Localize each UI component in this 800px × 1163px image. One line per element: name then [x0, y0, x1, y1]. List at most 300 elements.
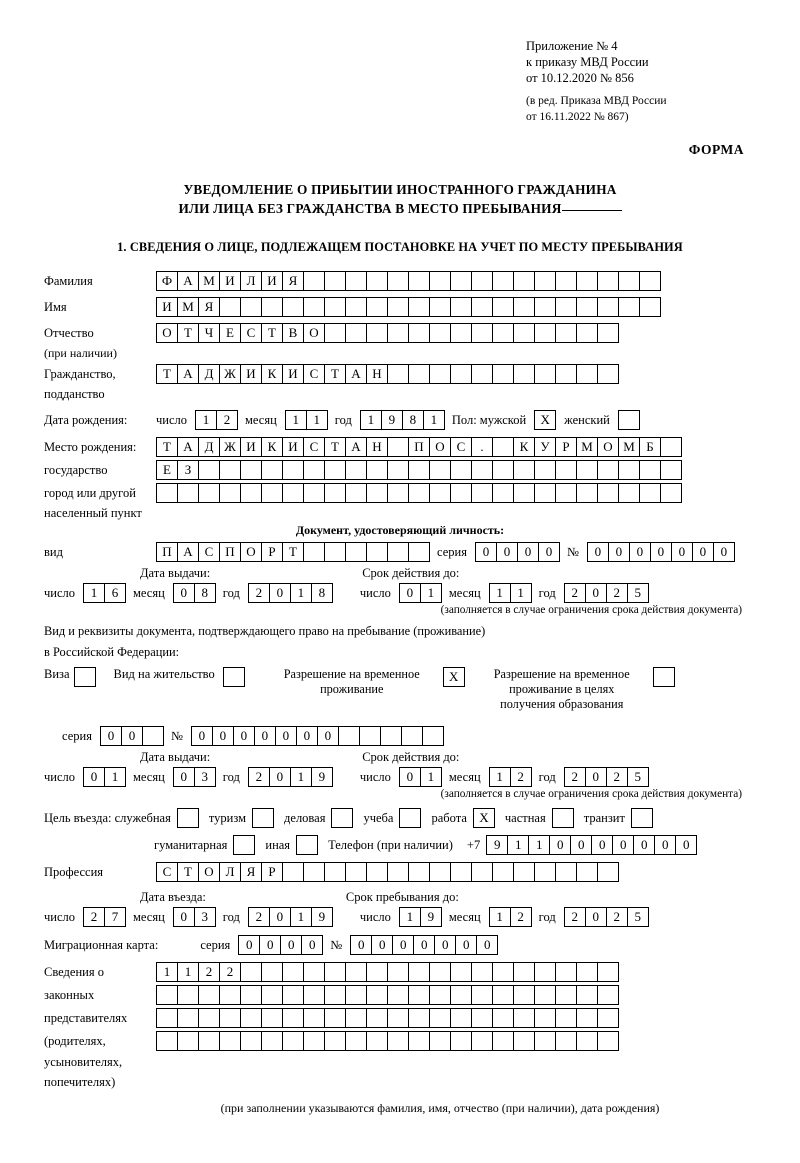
char-cell[interactable]: Б: [639, 437, 661, 457]
sex-male-checkbox[interactable]: Х: [534, 410, 556, 430]
char-cell[interactable]: [597, 1008, 619, 1028]
char-cell[interactable]: 1: [195, 410, 217, 430]
char-cell[interactable]: Т: [282, 542, 304, 562]
char-cell[interactable]: [450, 460, 472, 480]
char-cell[interactable]: [450, 323, 472, 343]
char-cell[interactable]: [471, 460, 493, 480]
char-cell[interactable]: [366, 985, 388, 1005]
char-cell[interactable]: Т: [324, 437, 346, 457]
char-cell[interactable]: 0: [191, 726, 213, 746]
char-cell[interactable]: 0: [173, 767, 195, 787]
char-cell[interactable]: О: [597, 437, 619, 457]
char-cell[interactable]: [261, 1031, 283, 1051]
char-cell[interactable]: [450, 1008, 472, 1028]
char-cell[interactable]: [387, 297, 409, 317]
char-cell[interactable]: 0: [608, 542, 630, 562]
char-cell[interactable]: 1: [399, 907, 421, 927]
char-cell[interactable]: С: [303, 437, 325, 457]
char-cell[interactable]: [324, 985, 346, 1005]
char-cell[interactable]: В: [282, 323, 304, 343]
char-cell[interactable]: [450, 862, 472, 882]
char-cell[interactable]: 8: [311, 583, 333, 603]
char-cell[interactable]: [282, 483, 304, 503]
birthplace-input-row-1[interactable]: [156, 437, 681, 457]
char-cell[interactable]: [408, 483, 430, 503]
birth-day-input[interactable]: [195, 410, 237, 430]
char-cell[interactable]: [156, 1031, 178, 1051]
char-cell[interactable]: Я: [198, 297, 220, 317]
char-cell[interactable]: 1: [510, 583, 532, 603]
char-cell[interactable]: [366, 460, 388, 480]
char-cell[interactable]: [177, 985, 199, 1005]
char-cell[interactable]: 2: [248, 583, 270, 603]
char-cell[interactable]: [450, 271, 472, 291]
char-cell[interactable]: [387, 483, 409, 503]
char-cell[interactable]: [471, 271, 493, 291]
char-cell[interactable]: Р: [261, 542, 283, 562]
char-cell[interactable]: [345, 483, 367, 503]
char-cell[interactable]: Д: [198, 437, 220, 457]
char-cell[interactable]: [597, 460, 619, 480]
char-cell[interactable]: [639, 460, 661, 480]
char-cell[interactable]: [408, 297, 430, 317]
char-cell[interactable]: 2: [564, 583, 586, 603]
char-cell[interactable]: [513, 985, 535, 1005]
char-cell[interactable]: [555, 297, 577, 317]
char-cell[interactable]: [597, 962, 619, 982]
char-cell[interactable]: [450, 297, 472, 317]
birth-month-input[interactable]: [285, 410, 327, 430]
char-cell[interactable]: [618, 297, 640, 317]
char-cell[interactable]: 3: [194, 907, 216, 927]
birth-year-input[interactable]: [360, 410, 444, 430]
char-cell[interactable]: [555, 271, 577, 291]
char-cell[interactable]: [366, 297, 388, 317]
char-cell[interactable]: [240, 1008, 262, 1028]
char-cell[interactable]: [576, 271, 598, 291]
char-cell[interactable]: 1: [423, 410, 445, 430]
purpose-study-checkbox[interactable]: [399, 808, 421, 828]
char-cell[interactable]: [450, 1031, 472, 1051]
purpose-service-checkbox[interactable]: [177, 808, 199, 828]
char-cell[interactable]: [366, 862, 388, 882]
char-cell[interactable]: А: [345, 437, 367, 457]
char-cell[interactable]: 2: [198, 962, 220, 982]
char-cell[interactable]: [576, 962, 598, 982]
char-cell[interactable]: [555, 460, 577, 480]
char-cell[interactable]: [282, 985, 304, 1005]
char-cell[interactable]: [513, 962, 535, 982]
char-cell[interactable]: [240, 962, 262, 982]
char-cell[interactable]: [471, 364, 493, 384]
char-cell[interactable]: М: [177, 297, 199, 317]
identity-series-input[interactable]: [475, 542, 559, 562]
char-cell[interactable]: [240, 985, 262, 1005]
char-cell[interactable]: [387, 364, 409, 384]
char-cell[interactable]: [429, 962, 451, 982]
char-cell[interactable]: [555, 483, 577, 503]
char-cell[interactable]: [471, 962, 493, 982]
char-cell[interactable]: [492, 962, 514, 982]
char-cell[interactable]: .: [471, 437, 493, 457]
char-cell[interactable]: [324, 297, 346, 317]
char-cell[interactable]: 0: [269, 583, 291, 603]
char-cell[interactable]: [387, 962, 409, 982]
char-cell[interactable]: [534, 1008, 556, 1028]
char-cell[interactable]: 2: [606, 767, 628, 787]
name-input[interactable]: [156, 297, 660, 317]
char-cell[interactable]: 1: [420, 767, 442, 787]
char-cell[interactable]: [576, 323, 598, 343]
legal-input-row-1[interactable]: [156, 962, 618, 982]
char-cell[interactable]: [513, 271, 535, 291]
char-cell[interactable]: [387, 862, 409, 882]
purpose-business-checkbox[interactable]: [331, 808, 353, 828]
char-cell[interactable]: 5: [627, 583, 649, 603]
char-cell[interactable]: [261, 962, 283, 982]
char-cell[interactable]: [338, 726, 360, 746]
char-cell[interactable]: [240, 460, 262, 480]
char-cell[interactable]: [555, 323, 577, 343]
char-cell[interactable]: [450, 985, 472, 1005]
char-cell[interactable]: [429, 1008, 451, 1028]
char-cell[interactable]: [429, 483, 451, 503]
char-cell[interactable]: 2: [564, 767, 586, 787]
surname-input[interactable]: [156, 271, 660, 291]
char-cell[interactable]: [282, 862, 304, 882]
char-cell[interactable]: [576, 862, 598, 882]
char-cell[interactable]: [618, 271, 640, 291]
legal-input-row-3[interactable]: [156, 1008, 618, 1028]
char-cell[interactable]: 1: [528, 835, 550, 855]
legal-input-row-2[interactable]: [156, 985, 618, 1005]
char-cell[interactable]: 2: [248, 767, 270, 787]
char-cell[interactable]: [534, 962, 556, 982]
char-cell[interactable]: [366, 542, 388, 562]
stay-doc-series-input[interactable]: [100, 726, 163, 746]
identity-number-input[interactable]: [587, 542, 734, 562]
identity-valid-year-input[interactable]: [564, 583, 648, 603]
char-cell[interactable]: [345, 271, 367, 291]
char-cell[interactable]: [261, 483, 283, 503]
identity-valid-day-input[interactable]: [399, 583, 441, 603]
char-cell[interactable]: [555, 862, 577, 882]
char-cell[interactable]: Ф: [156, 271, 178, 291]
char-cell[interactable]: [597, 1031, 619, 1051]
char-cell[interactable]: [408, 1008, 430, 1028]
char-cell[interactable]: [282, 1031, 304, 1051]
char-cell[interactable]: [450, 483, 472, 503]
char-cell[interactable]: [324, 271, 346, 291]
char-cell[interactable]: 0: [350, 935, 372, 955]
char-cell[interactable]: [387, 1031, 409, 1051]
char-cell[interactable]: [492, 437, 514, 457]
char-cell[interactable]: Т: [261, 323, 283, 343]
char-cell[interactable]: 3: [194, 767, 216, 787]
char-cell[interactable]: [492, 1008, 514, 1028]
char-cell[interactable]: З: [177, 460, 199, 480]
char-cell[interactable]: [513, 483, 535, 503]
char-cell[interactable]: Т: [177, 323, 199, 343]
residence-checkbox[interactable]: [223, 667, 245, 687]
char-cell[interactable]: 0: [100, 726, 122, 746]
char-cell[interactable]: И: [240, 437, 262, 457]
char-cell[interactable]: [156, 1008, 178, 1028]
char-cell[interactable]: [408, 364, 430, 384]
char-cell[interactable]: 1: [290, 767, 312, 787]
char-cell[interactable]: 0: [591, 835, 613, 855]
char-cell[interactable]: [198, 1031, 220, 1051]
char-cell[interactable]: [513, 460, 535, 480]
identity-type-input[interactable]: [156, 542, 429, 562]
char-cell[interactable]: [219, 1008, 241, 1028]
char-cell[interactable]: 1: [156, 962, 178, 982]
char-cell[interactable]: [576, 985, 598, 1005]
migration-card-series-input[interactable]: [238, 935, 322, 955]
char-cell[interactable]: [387, 985, 409, 1005]
purpose-transit-checkbox[interactable]: [631, 808, 653, 828]
profession-input[interactable]: [156, 862, 618, 882]
char-cell[interactable]: 1: [104, 767, 126, 787]
char-cell[interactable]: 2: [606, 583, 628, 603]
char-cell[interactable]: [198, 483, 220, 503]
stay-month-input[interactable]: [489, 907, 531, 927]
char-cell[interactable]: [324, 962, 346, 982]
char-cell[interactable]: С: [198, 542, 220, 562]
char-cell[interactable]: 0: [585, 583, 607, 603]
char-cell[interactable]: И: [261, 271, 283, 291]
char-cell[interactable]: [387, 460, 409, 480]
char-cell[interactable]: М: [576, 437, 598, 457]
char-cell[interactable]: [303, 985, 325, 1005]
char-cell[interactable]: Л: [240, 271, 262, 291]
char-cell[interactable]: И: [282, 364, 304, 384]
char-cell[interactable]: 0: [399, 583, 421, 603]
char-cell[interactable]: [492, 271, 514, 291]
char-cell[interactable]: [492, 297, 514, 317]
char-cell[interactable]: М: [198, 271, 220, 291]
char-cell[interactable]: [240, 483, 262, 503]
char-cell[interactable]: [345, 985, 367, 1005]
char-cell[interactable]: [492, 1031, 514, 1051]
char-cell[interactable]: 0: [585, 907, 607, 927]
char-cell[interactable]: [198, 985, 220, 1005]
char-cell[interactable]: [555, 1031, 577, 1051]
edu-residence-checkbox[interactable]: [653, 667, 675, 687]
char-cell[interactable]: [261, 297, 283, 317]
char-cell[interactable]: 0: [434, 935, 456, 955]
char-cell[interactable]: И: [156, 297, 178, 317]
char-cell[interactable]: [366, 483, 388, 503]
char-cell[interactable]: [359, 726, 381, 746]
char-cell[interactable]: [429, 862, 451, 882]
char-cell[interactable]: [618, 460, 640, 480]
char-cell[interactable]: 0: [671, 542, 693, 562]
char-cell[interactable]: [219, 460, 241, 480]
char-cell[interactable]: [303, 483, 325, 503]
char-cell[interactable]: Д: [198, 364, 220, 384]
stay-year-input[interactable]: [564, 907, 648, 927]
char-cell[interactable]: [345, 862, 367, 882]
char-cell[interactable]: [387, 437, 409, 457]
char-cell[interactable]: [660, 483, 682, 503]
char-cell[interactable]: А: [345, 364, 367, 384]
char-cell[interactable]: 0: [83, 767, 105, 787]
stay-doc-valid-day-input[interactable]: [399, 767, 441, 787]
char-cell[interactable]: [576, 1008, 598, 1028]
char-cell[interactable]: [261, 1008, 283, 1028]
temp-residence-checkbox[interactable]: Х: [443, 667, 465, 687]
phone-input[interactable]: [486, 835, 696, 855]
visa-checkbox[interactable]: [74, 667, 96, 687]
char-cell[interactable]: [534, 297, 556, 317]
char-cell[interactable]: 0: [538, 542, 560, 562]
char-cell[interactable]: 0: [233, 726, 255, 746]
char-cell[interactable]: [513, 862, 535, 882]
char-cell[interactable]: [240, 297, 262, 317]
char-cell[interactable]: [408, 460, 430, 480]
char-cell[interactable]: [303, 862, 325, 882]
char-cell[interactable]: 1: [489, 767, 511, 787]
char-cell[interactable]: 0: [692, 542, 714, 562]
birthplace-input-row-3[interactable]: [156, 483, 681, 503]
char-cell[interactable]: [366, 1031, 388, 1051]
char-cell[interactable]: [408, 271, 430, 291]
char-cell[interactable]: [534, 1031, 556, 1051]
char-cell[interactable]: [156, 483, 178, 503]
entry-year-input[interactable]: [248, 907, 332, 927]
char-cell[interactable]: [324, 1008, 346, 1028]
char-cell[interactable]: 0: [496, 542, 518, 562]
char-cell[interactable]: [198, 1008, 220, 1028]
char-cell[interactable]: [555, 364, 577, 384]
char-cell[interactable]: 9: [381, 410, 403, 430]
char-cell[interactable]: [303, 1031, 325, 1051]
char-cell[interactable]: [177, 1031, 199, 1051]
char-cell[interactable]: [429, 297, 451, 317]
char-cell[interactable]: Ж: [219, 364, 241, 384]
char-cell[interactable]: 0: [570, 835, 592, 855]
char-cell[interactable]: [387, 271, 409, 291]
char-cell[interactable]: 0: [654, 835, 676, 855]
char-cell[interactable]: [324, 542, 346, 562]
char-cell[interactable]: [492, 985, 514, 1005]
char-cell[interactable]: [576, 364, 598, 384]
char-cell[interactable]: П: [219, 542, 241, 562]
char-cell[interactable]: [471, 1031, 493, 1051]
char-cell[interactable]: С: [303, 364, 325, 384]
entry-month-input[interactable]: [173, 907, 215, 927]
identity-issue-month-input[interactable]: [173, 583, 215, 603]
purpose-tourism-checkbox[interactable]: [252, 808, 274, 828]
char-cell[interactable]: [429, 323, 451, 343]
char-cell[interactable]: 0: [413, 935, 435, 955]
char-cell[interactable]: [366, 271, 388, 291]
char-cell[interactable]: [639, 271, 661, 291]
char-cell[interactable]: [429, 985, 451, 1005]
char-cell[interactable]: Л: [219, 862, 241, 882]
char-cell[interactable]: [324, 483, 346, 503]
char-cell[interactable]: Р: [261, 862, 283, 882]
char-cell[interactable]: [387, 323, 409, 343]
stay-doc-issue-day-input[interactable]: [83, 767, 125, 787]
stay-doc-valid-year-input[interactable]: [564, 767, 648, 787]
char-cell[interactable]: Е: [219, 323, 241, 343]
char-cell[interactable]: О: [198, 862, 220, 882]
char-cell[interactable]: [261, 460, 283, 480]
char-cell[interactable]: Н: [366, 364, 388, 384]
char-cell[interactable]: 0: [629, 542, 651, 562]
purpose-private-checkbox[interactable]: [552, 808, 574, 828]
char-cell[interactable]: [513, 297, 535, 317]
char-cell[interactable]: Е: [156, 460, 178, 480]
char-cell[interactable]: [534, 862, 556, 882]
char-cell[interactable]: С: [450, 437, 472, 457]
char-cell[interactable]: 2: [248, 907, 270, 927]
char-cell[interactable]: 0: [371, 935, 393, 955]
char-cell[interactable]: 9: [311, 767, 333, 787]
char-cell[interactable]: 0: [517, 542, 539, 562]
char-cell[interactable]: 0: [650, 542, 672, 562]
char-cell[interactable]: [576, 460, 598, 480]
char-cell[interactable]: [282, 297, 304, 317]
char-cell[interactable]: 2: [83, 907, 105, 927]
char-cell[interactable]: [408, 962, 430, 982]
char-cell[interactable]: 0: [392, 935, 414, 955]
char-cell[interactable]: [142, 726, 164, 746]
char-cell[interactable]: [303, 542, 325, 562]
char-cell[interactable]: [471, 483, 493, 503]
char-cell[interactable]: К: [513, 437, 535, 457]
char-cell[interactable]: [471, 862, 493, 882]
char-cell[interactable]: [422, 726, 444, 746]
char-cell[interactable]: 8: [194, 583, 216, 603]
char-cell[interactable]: 0: [259, 935, 281, 955]
char-cell[interactable]: 0: [269, 907, 291, 927]
char-cell[interactable]: [401, 726, 423, 746]
char-cell[interactable]: [576, 1031, 598, 1051]
identity-issue-year-input[interactable]: [248, 583, 332, 603]
char-cell[interactable]: [324, 1031, 346, 1051]
char-cell[interactable]: [576, 297, 598, 317]
char-cell[interactable]: [597, 323, 619, 343]
char-cell[interactable]: 9: [420, 907, 442, 927]
char-cell[interactable]: [282, 460, 304, 480]
legal-input-row-4[interactable]: [156, 1031, 618, 1051]
char-cell[interactable]: О: [303, 323, 325, 343]
char-cell[interactable]: [345, 1008, 367, 1028]
char-cell[interactable]: [345, 297, 367, 317]
char-cell[interactable]: [219, 985, 241, 1005]
char-cell[interactable]: 0: [280, 935, 302, 955]
char-cell[interactable]: [492, 460, 514, 480]
purpose-humanitarian-checkbox[interactable]: [233, 835, 255, 855]
char-cell[interactable]: [303, 460, 325, 480]
char-cell[interactable]: [576, 483, 598, 503]
char-cell[interactable]: [555, 1008, 577, 1028]
char-cell[interactable]: 1: [489, 907, 511, 927]
char-cell[interactable]: 0: [399, 767, 421, 787]
char-cell[interactable]: Т: [177, 862, 199, 882]
char-cell[interactable]: 0: [633, 835, 655, 855]
char-cell[interactable]: 7: [104, 907, 126, 927]
char-cell[interactable]: [492, 483, 514, 503]
char-cell[interactable]: [471, 985, 493, 1005]
char-cell[interactable]: [513, 323, 535, 343]
char-cell[interactable]: 1: [420, 583, 442, 603]
char-cell[interactable]: 2: [510, 767, 532, 787]
char-cell[interactable]: [597, 364, 619, 384]
